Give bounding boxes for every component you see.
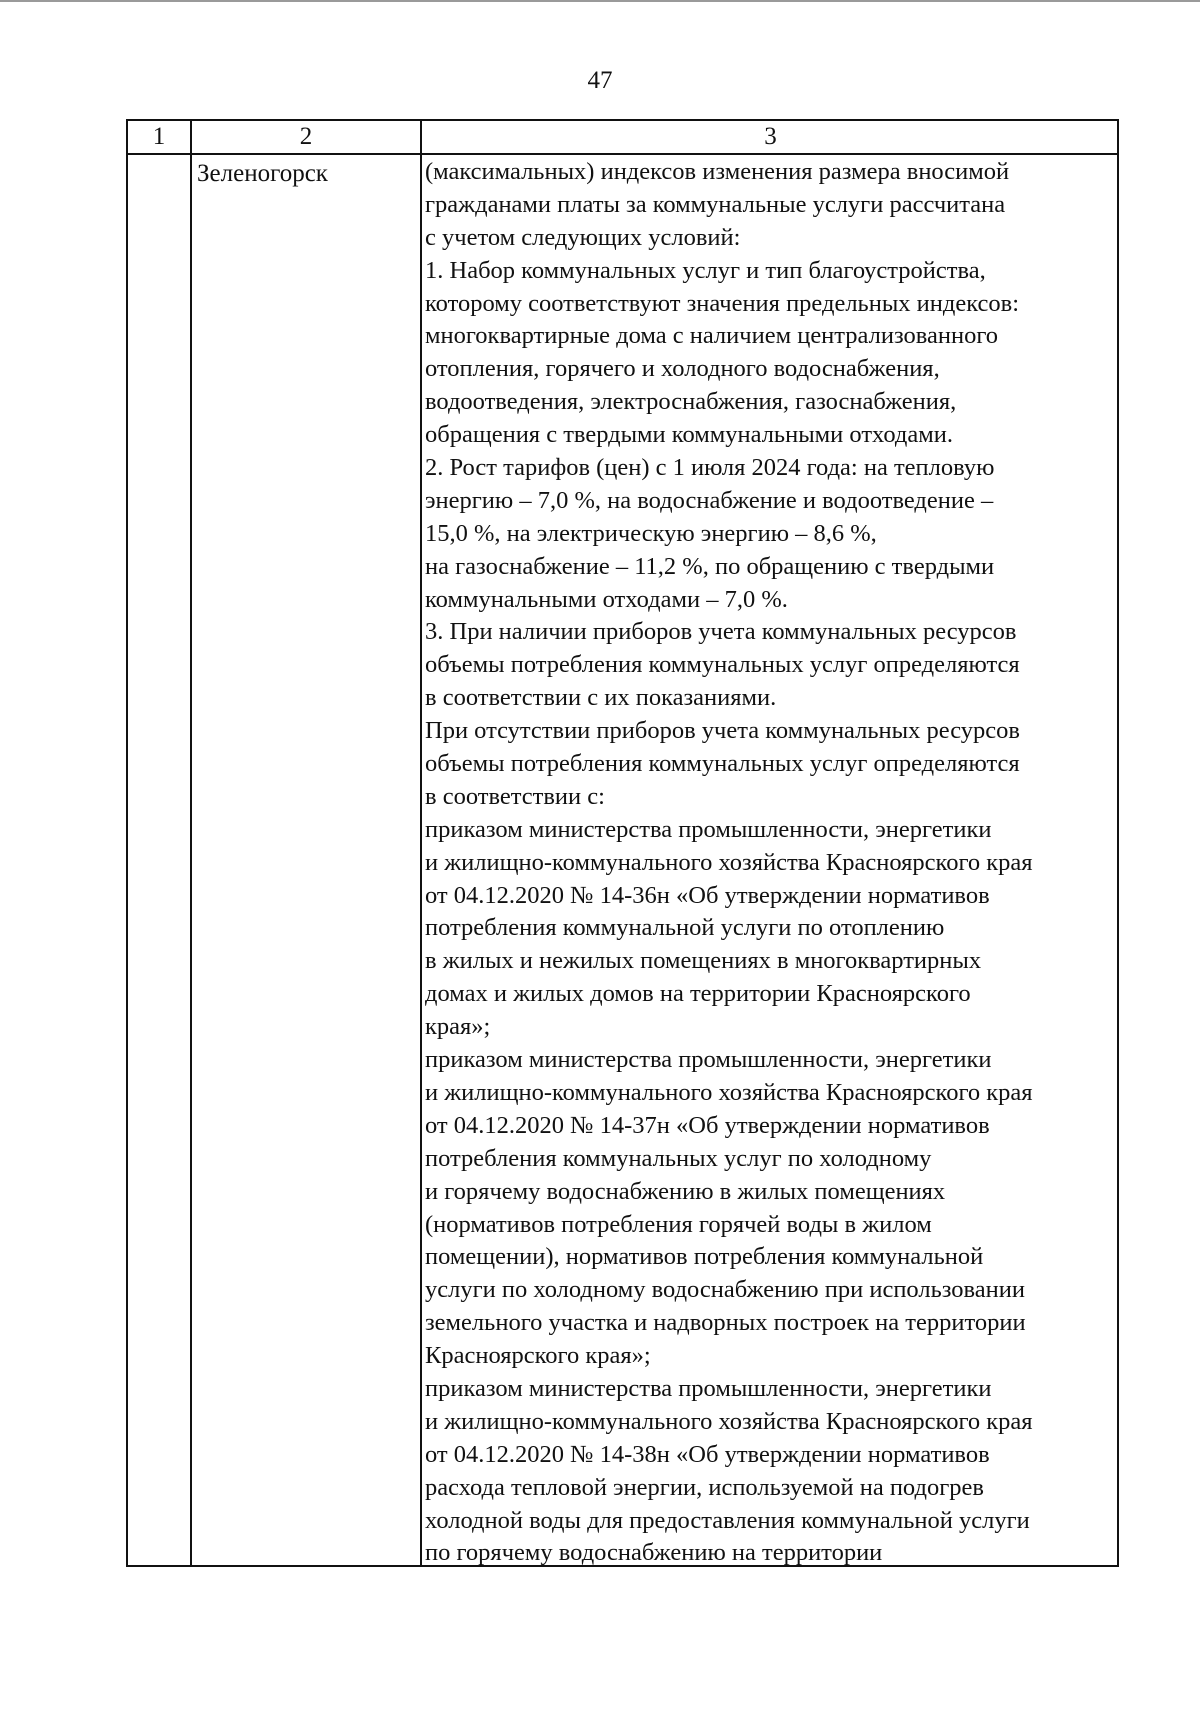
- text-line: в соответствии с:: [425, 782, 605, 810]
- text-line: от 04.12.2020 № 14-36н «Об утверждении нормативов: [425, 881, 990, 909]
- text-line: помещении), нормативов потребления коммунальной: [425, 1243, 984, 1271]
- text-line: от 04.12.2020 № 14-38н «Об утверждении нормативов: [425, 1440, 990, 1468]
- text-line: объемы потребления коммунальных услуг определяются: [425, 750, 1020, 778]
- text-line: приказом министерства промышленности, энергетики: [425, 1046, 992, 1074]
- text-line: услуги по холодному водоснабжению при использовании: [425, 1276, 1025, 1304]
- text-line: земельного участка и надворных построек на территории: [425, 1309, 1026, 1337]
- text-line: в соответствии с их показаниями.: [425, 684, 777, 712]
- conditions-text-cell: [425, 156, 1119, 1570]
- text-line: (максимальных) индексов изменения размера вносимой: [425, 158, 1010, 185]
- text-line: (нормативов потребления горячей воды в жилом: [425, 1210, 932, 1238]
- text-line: гражданами платы за коммунальные услуги рассчитана: [425, 190, 1006, 218]
- text-line: приказом министерства промышленности, энергетики: [425, 1374, 992, 1402]
- text-line: и горячему водоснабжению в жилых помещениях: [425, 1177, 946, 1205]
- text-line: обращения с твердыми коммунальными отходами.: [425, 421, 953, 449]
- text-line: Красноярского края»;: [425, 1342, 651, 1370]
- text-line: и жилищно-коммунального хозяйства Красноярского края: [425, 1407, 1033, 1435]
- text-line: и жилищно-коммунального хозяйства Красноярского края: [425, 1078, 1033, 1106]
- column-divider-1: [190, 121, 192, 1565]
- text-line: 1. Набор коммунальных услуг и тип благоустройства,: [425, 256, 986, 284]
- text-line: в жилых и нежилых помещениях в многоквартирных: [425, 947, 982, 975]
- header-cell-column-3: 3: [764, 123, 777, 150]
- header-cell-column-1: 1: [152, 123, 166, 150]
- header-row-divider: [128, 153, 1117, 155]
- text-line: потребления коммунальных услуг по холодному: [425, 1144, 932, 1172]
- text-line: коммунальными отходами – 7,0 %.: [425, 585, 788, 613]
- text-line: по горячему водоснабжению на территории: [425, 1539, 883, 1567]
- text-line: и жилищно-коммунального хозяйства Красноярского края: [425, 848, 1033, 876]
- header-cell-column-2: 2: [299, 123, 313, 150]
- text-line: от 04.12.2020 № 14-37н «Об утверждении нормативов: [425, 1111, 990, 1139]
- text-line: потребления коммунальной услуги по отоплению: [425, 914, 945, 942]
- text-line: При отсутствии приборов учета коммунальных ресурсов: [425, 717, 1020, 745]
- scan-edge-line: [0, 0, 1200, 2]
- document-table: [126, 119, 1119, 1567]
- text-line: отопления, горячего и холодного водоснабжения,: [425, 355, 940, 383]
- text-line: холодной воды для предоставления коммунальной услуги: [425, 1506, 1030, 1534]
- text-line: 15,0 %, на электрическую энергию – 8,6 %,: [425, 519, 877, 547]
- column-divider-2: [420, 121, 422, 1565]
- text-line: с учетом следующих условий:: [425, 223, 741, 251]
- text-line: объемы потребления коммунальных услуг определяются: [425, 651, 1020, 679]
- text-line: 3. При наличии приборов учета коммунальных ресурсов: [425, 618, 1017, 646]
- text-line: расхода тепловой энергии, используемой на подогрев: [425, 1473, 984, 1501]
- text-line: приказом министерства промышленности, энергетики: [425, 815, 992, 843]
- text-line: энергию – 7,0 %, на водоснабжение и водоотведение –: [425, 486, 994, 514]
- text-line: края»;: [425, 1013, 491, 1041]
- text-line: многоквартирные дома с наличием централизованного: [425, 322, 999, 350]
- text-line: 2. Рост тарифов (цен) с 1 июля 2024 года: на тепловую: [425, 454, 995, 482]
- page-number: 47: [587, 67, 613, 94]
- text-line: домах и жилых домов на территории Красноярского: [425, 980, 971, 1008]
- text-line: на газоснабжение – 11,2 %, по обращению с твердыми: [425, 552, 995, 580]
- city-name-cell: Зеленогорск: [197, 160, 328, 187]
- text-line: водоотведения, электроснабжения, газоснабжения,: [425, 388, 957, 416]
- text-line: которому соответствуют значения предельных индексов:: [425, 289, 1020, 317]
